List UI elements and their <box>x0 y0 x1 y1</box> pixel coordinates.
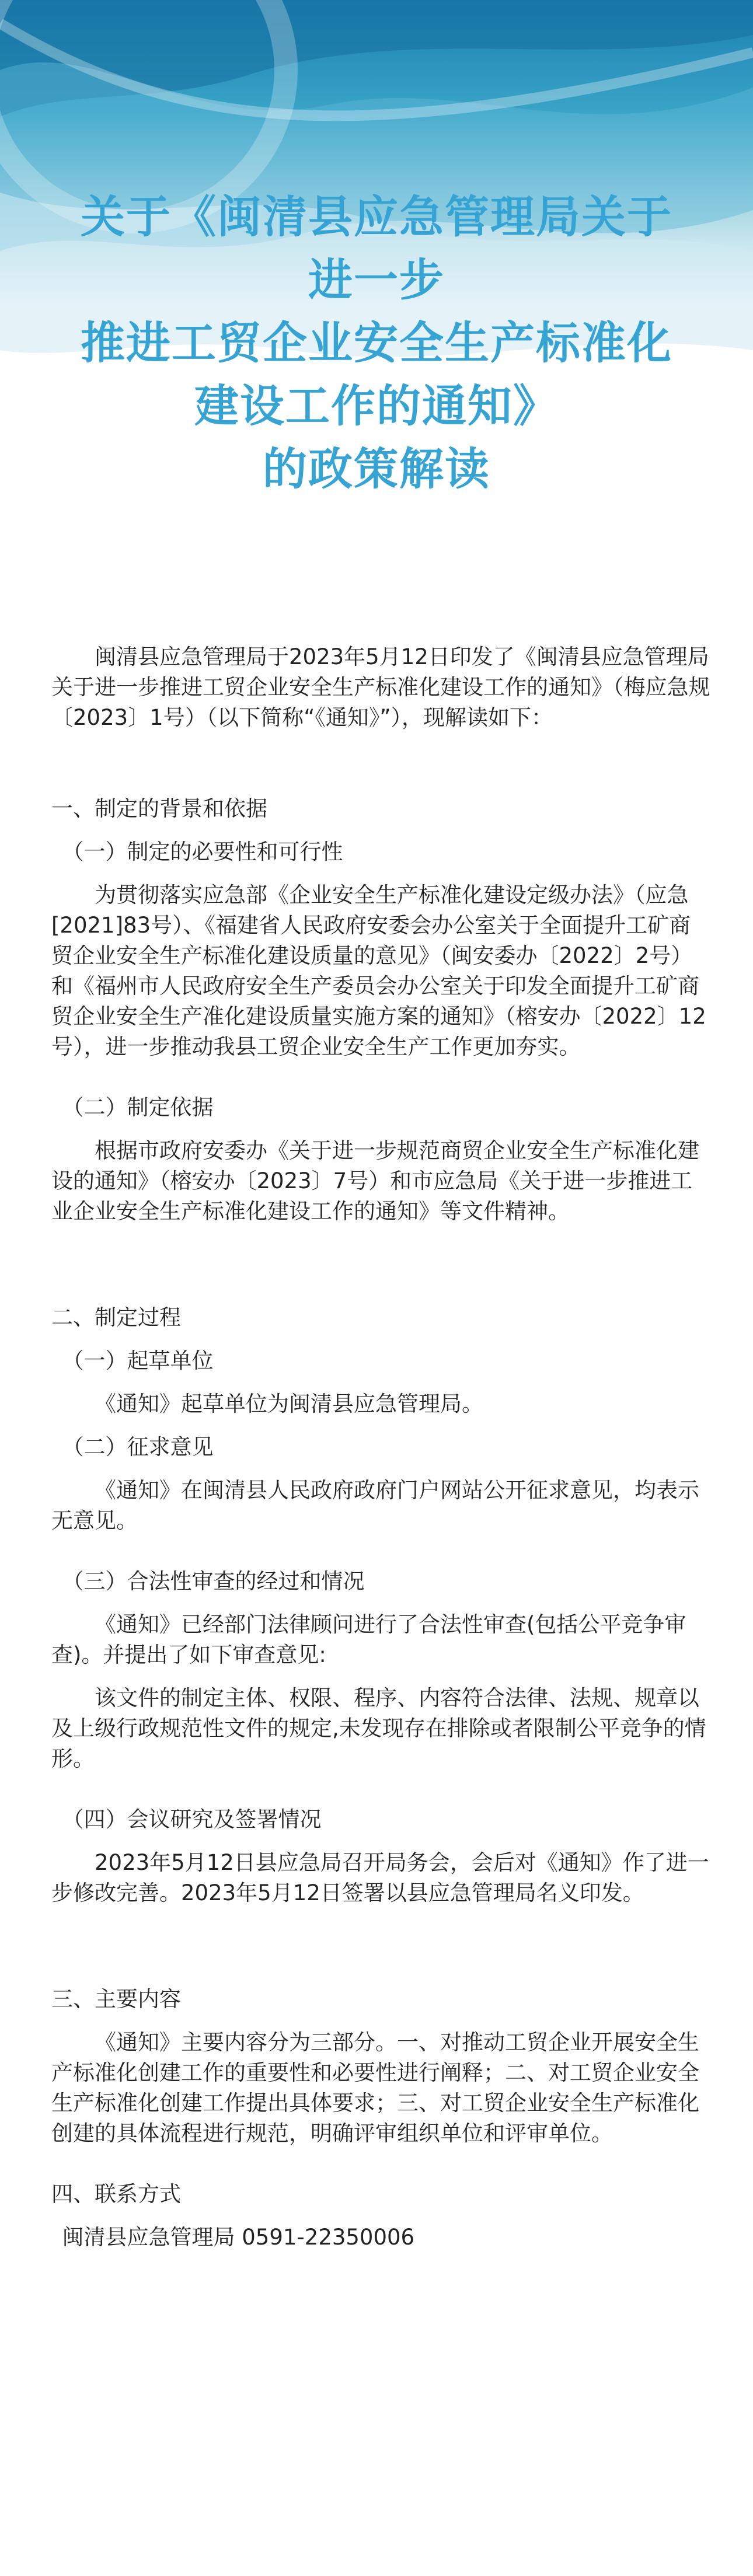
page-title <box>0 186 753 501</box>
content-paragraph: 《通知》主要内容分为三部分。一、对推动工贸企业开展安全生产标准化创建工作的重要性和必要性进行阐释；二、对工贸企业安全生产标准化创建工作提出具体要求；三、对工贸企业安全生产标准化创建的具体流程进行规范，明确评审组织单位和评审单位。 <box>51 2030 699 2146</box>
subsection-heading-legality: （三）合法性审查的经过和情况 <box>62 1569 365 1594</box>
intro-paragraph: 闽清县应急管理局于2023年5月12日印发了《闽清县应急管理局关于进一步推进工贸企业安全生产标准化建设工作的通知》（梅应急规〔2023〕1号）（以下简称“《通知》”），现解读如下： <box>51 644 710 730</box>
consultation-paragraph: 《通知》在闽清县人民政府政府门户网站公开征求意见，均表示无意见。 <box>51 1478 699 1533</box>
subsection-heading-necessity: （一）制定的必要性和可行性 <box>62 839 343 864</box>
article-body <box>51 642 711 2253</box>
legality-opinion-paragraph: 该文件的制定主体、权限、程序、内容符合法律、法规、规章以及上级行政规范性文件的规定,未发现存在排除或者限制公平竞争的情形。 <box>51 1685 706 1771</box>
section-heading-contact: 四、联系方式 <box>51 2181 181 2207</box>
necessity-paragraph: 为贯彻落实应急部《企业安全生产标准化建设定级办法》（应急[2021]83号）、《福建省人民政府安委会办公室关于全面提升工矿商贸企业安全生产标准化建设质量的意见》（闽安委办〔2022〕2号）和《福州市人民政府安全生产委员会办公室关于印发全面提升工矿商贸企业安全生产准化建设质量实施方案的通知》（榕安办〔2022〕12号），进一步推动我县工贸企业安全生产工作更加夯实。 <box>51 882 706 1059</box>
section-heading-process: 二、制定过程 <box>51 1305 181 1330</box>
title-line: 的政策解读 <box>263 443 490 495</box>
subsection-heading-meeting: （四）会议研究及签署情况 <box>62 1807 322 1832</box>
title-line: 关于《闽清县应急管理局关于 <box>81 191 672 243</box>
title-line: 建设工作的通知》 <box>194 380 559 432</box>
subsection-heading-consultation: （二）征求意见 <box>62 1434 214 1460</box>
subsection-heading-basis: （二）制定依据 <box>62 1095 214 1120</box>
meeting-paragraph: 2023年5月12日县应急局召开局务会，会后对《通知》作了进一步修改完善。2023年5月12日签署以县应急管理局名义印发。 <box>51 1850 709 1905</box>
title-line: 推进工贸企业安全生产标准化 <box>81 317 672 369</box>
section-heading-background: 一、制定的背景和依据 <box>51 796 267 821</box>
section-heading-content: 三、主要内容 <box>51 1987 181 2012</box>
title-line: 进一步 <box>308 254 445 306</box>
contact-info: 闽清县应急管理局 0591-22350006 <box>62 2225 415 2250</box>
legality-paragraph: 《通知》已经部门法律顾问进行了合法性审查(包括公平竞争审查)。并提出了如下审查意见: <box>51 1612 686 1667</box>
subsection-heading-drafter: （一）起草单位 <box>62 1348 214 1373</box>
drafter-paragraph: 《通知》起草单位为闽清县应急管理局。 <box>95 1391 483 1416</box>
basis-paragraph: 根据市政府安委办《关于进一步规范商贸企业安全生产标准化建设的通知》（榕安办〔2023〕7号）和市应急局《关于进一步推进工业企业安全生产标准化建设工作的通知》等文件精神。 <box>51 1138 699 1224</box>
